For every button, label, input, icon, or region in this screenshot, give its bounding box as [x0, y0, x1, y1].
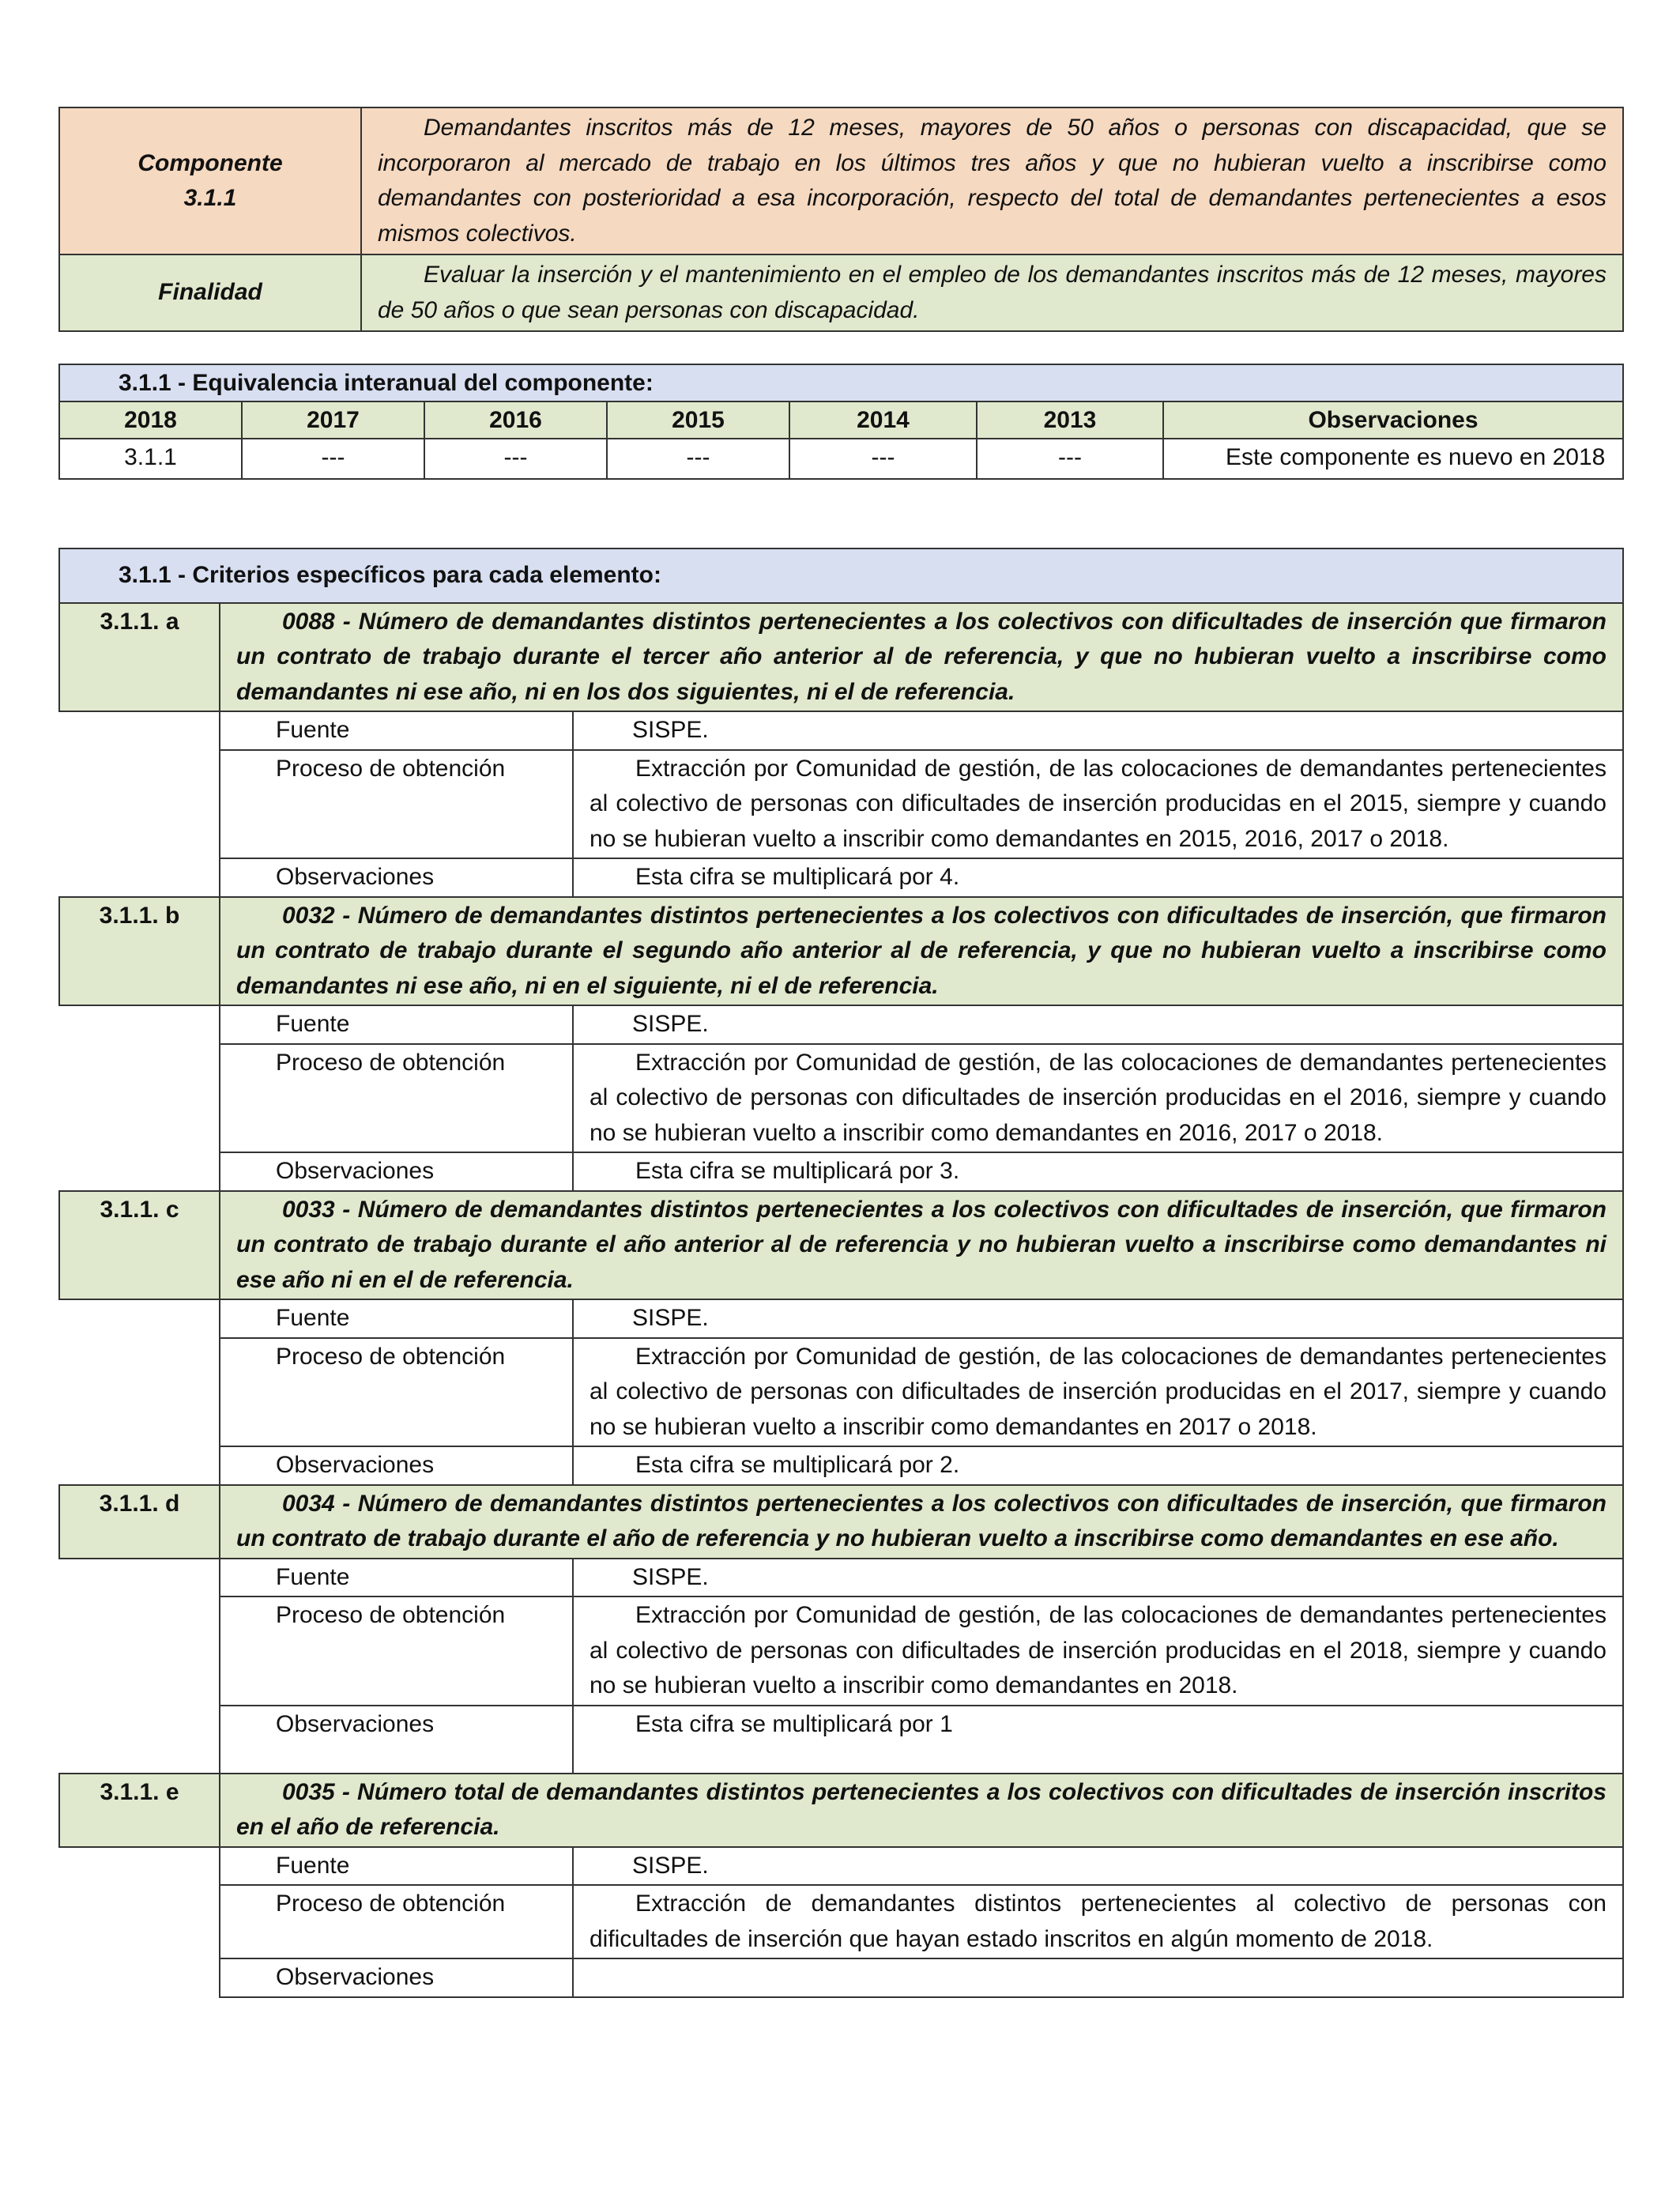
observations-cell: Este componente es nuevo en 2018 [1163, 439, 1623, 479]
column-header: 2017 [242, 401, 424, 439]
column-header: 2015 [607, 401, 789, 439]
notes-label: Observaciones [220, 858, 573, 897]
source-row [59, 1847, 1623, 1886]
notes-label: Observaciones [220, 1446, 573, 1485]
column-header: 2014 [789, 401, 977, 439]
notes-value: Esta cifra se multiplicará por 4. [573, 858, 1623, 897]
process-label: Proceso de obtención [220, 1338, 573, 1447]
equivalence-title-row [59, 364, 1623, 401]
equivalence-title: 3.1.1 - Equivalencia interanual del componente: [59, 364, 1623, 401]
process-row [59, 1044, 1623, 1153]
source-value: SISPE. [573, 1299, 1623, 1338]
element-title: 0034 - Número de demandantes distintos pertenecientes a los colectivos con dificultades de inserción, que firmaron un contrato de trabajo durante el año de referencia y no hubieran vuelto a inscribirse como demandantes en ese año. [220, 1485, 1623, 1559]
table-cell: --- [242, 439, 424, 479]
process-value: Extracción por Comunidad de gestión, de las colocaciones de demandantes pertenecientes al colectivo de personas con dificultades de inserción producidas en el 2017, siempre y cuando no se hubieran vuelto a inscribir como demandantes en 2017 o 2018. [573, 1338, 1623, 1447]
equivalence-table [58, 364, 1624, 480]
table-cell: 3.1.1 [59, 439, 242, 479]
notes-row [59, 1152, 1623, 1191]
element-header-row [59, 1191, 1623, 1300]
process-label: Proceso de obtención [220, 1044, 573, 1153]
element-spacer [59, 1299, 220, 1485]
element-title: 0088 - Número de demandantes distintos pertenecientes a los colectivos con dificultades de inserción que firmaron un contrato de trabajo durante el tercer año anterior al de referencia, y que no hubieran vuelto a inscribirse como demandantes ni ese año, ni en los dos siguientes, ni el de referencia. [220, 603, 1623, 712]
process-row [59, 1338, 1623, 1447]
table-cell: --- [789, 439, 977, 479]
source-label: Fuente [220, 1005, 573, 1044]
criteria-title-row [59, 548, 1623, 603]
notes-value: Esta cifra se multiplicará por 3. [573, 1152, 1623, 1191]
criteria-title: 3.1.1 - Criterios específicos para cada elemento: [59, 548, 1623, 603]
criteria-table [58, 548, 1624, 1998]
notes-label: Observaciones [220, 1706, 573, 1774]
process-row [59, 750, 1623, 859]
source-row [59, 1299, 1623, 1338]
element-header-row [59, 1485, 1623, 1559]
table-cell: --- [607, 439, 789, 479]
column-header: 2016 [424, 401, 607, 439]
notes-value [573, 1958, 1623, 1997]
element-header-row [59, 1774, 1623, 1847]
process-row [59, 1885, 1623, 1958]
source-label: Fuente [220, 1559, 573, 1597]
notes-row [59, 858, 1623, 897]
table-cell: --- [977, 439, 1163, 479]
column-header: 2013 [977, 401, 1163, 439]
element-title: 0032 - Número de demandantes distintos pertenecientes a los colectivos con dificultades de inserción, que firmaron un contrato de trabajo durante el segundo año anterior al de referencia, y que no hubieran vuelto a inscribirse como demandantes ni ese año, ni en el siguiente, ni el de referencia. [220, 897, 1623, 1006]
source-label: Fuente [220, 711, 573, 750]
equivalence-data-row [59, 439, 1623, 479]
source-value: SISPE. [573, 1005, 1623, 1044]
element-title: 0035 - Número total de demandantes distintos pertenecientes a los colectivos con dificultades de inserción inscritos en el año de referencia. [220, 1774, 1623, 1847]
element-header-row [59, 603, 1623, 712]
source-label: Fuente [220, 1299, 573, 1338]
element-spacer [59, 1005, 220, 1191]
source-value: SISPE. [573, 1847, 1623, 1886]
notes-row [59, 1706, 1623, 1774]
component-summary-table [58, 107, 1624, 332]
equivalence-header-row [59, 401, 1623, 439]
source-value: SISPE. [573, 711, 1623, 750]
notes-label: Observaciones [220, 1152, 573, 1191]
notes-row [59, 1958, 1623, 1997]
element-spacer [59, 711, 220, 897]
process-label: Proceso de obtención [220, 750, 573, 859]
component-row [59, 107, 1623, 254]
element-id: 3.1.1. e [59, 1774, 220, 1847]
component-number: 3.1.1 [183, 185, 237, 211]
purpose-row [59, 254, 1623, 331]
process-label: Proceso de obtención [220, 1885, 573, 1958]
purpose-label: Finalidad [59, 254, 361, 331]
process-value: Extracción por Comunidad de gestión, de las colocaciones de demandantes pertenecientes al colectivo de personas con dificultades de inserción producidas en el 2018, siempre y cuando no se hubieran vuelto a inscribir como demandantes en 2018. [573, 1596, 1623, 1706]
table-cell: --- [424, 439, 607, 479]
notes-value: Esta cifra se multiplicará por 2. [573, 1446, 1623, 1485]
element-id: 3.1.1. a [59, 603, 220, 712]
process-value: Extracción de demandantes distintos pertenecientes al colectivo de personas con dificultades de inserción que hayan estado inscritos en algún momento de 2018. [573, 1885, 1623, 1958]
element-id: 3.1.1. c [59, 1191, 220, 1300]
process-label: Proceso de obtención [220, 1596, 573, 1706]
element-spacer [59, 1559, 220, 1774]
purpose-text: Evaluar la inserción y el mantenimiento en el empleo de los demandantes inscritos más de 12 meses, mayores de 50 años o que sean personas con discapacidad. [361, 254, 1623, 331]
source-row [59, 1005, 1623, 1044]
notes-label: Observaciones [220, 1958, 573, 1997]
process-row [59, 1596, 1623, 1706]
element-spacer [59, 1847, 220, 1997]
process-value: Extracción por Comunidad de gestión, de las colocaciones de demandantes pertenecientes al colectivo de personas con dificultades de inserción producidas en el 2016, siempre y cuando no se hubieran vuelto a inscribir como demandantes en 2016, 2017 o 2018. [573, 1044, 1623, 1153]
column-header: Observaciones [1163, 401, 1623, 439]
source-row [59, 711, 1623, 750]
component-label-cell [59, 107, 361, 254]
component-description: Demandantes inscritos más de 12 meses, mayores de 50 años o personas con discapacidad, que se incorporaron al mercado de trabajo en los últimos tres años y que no hubieran vuelto a inscribirse como demandantes con posterioridad a esa incorporación, respecto del total de demandantes pertenecientes a esos mismos colectivos. [361, 107, 1623, 254]
notes-row [59, 1446, 1623, 1485]
source-row [59, 1559, 1623, 1597]
component-label: Componente [137, 149, 283, 176]
element-title: 0033 - Número de demandantes distintos pertenecientes a los colectivos con dificultades de inserción, que firmaron un contrato de trabajo durante el año anterior al de referencia y no hubieran vuelto a inscribirse como demandantes ni ese año ni en el de referencia. [220, 1191, 1623, 1300]
element-id: 3.1.1. b [59, 897, 220, 1006]
notes-value: Esta cifra se multiplicará por 1 [573, 1706, 1623, 1774]
source-value: SISPE. [573, 1559, 1623, 1597]
source-label: Fuente [220, 1847, 573, 1886]
column-header: 2018 [59, 401, 242, 439]
element-id: 3.1.1. d [59, 1485, 220, 1559]
process-value: Extracción por Comunidad de gestión, de las colocaciones de demandantes pertenecientes al colectivo de personas con dificultades de inserción producidas en el 2015, siempre y cuando no se hubieran vuelto a inscribir como demandantes en 2015, 2016, 2017 o 2018. [573, 750, 1623, 859]
element-header-row [59, 897, 1623, 1006]
